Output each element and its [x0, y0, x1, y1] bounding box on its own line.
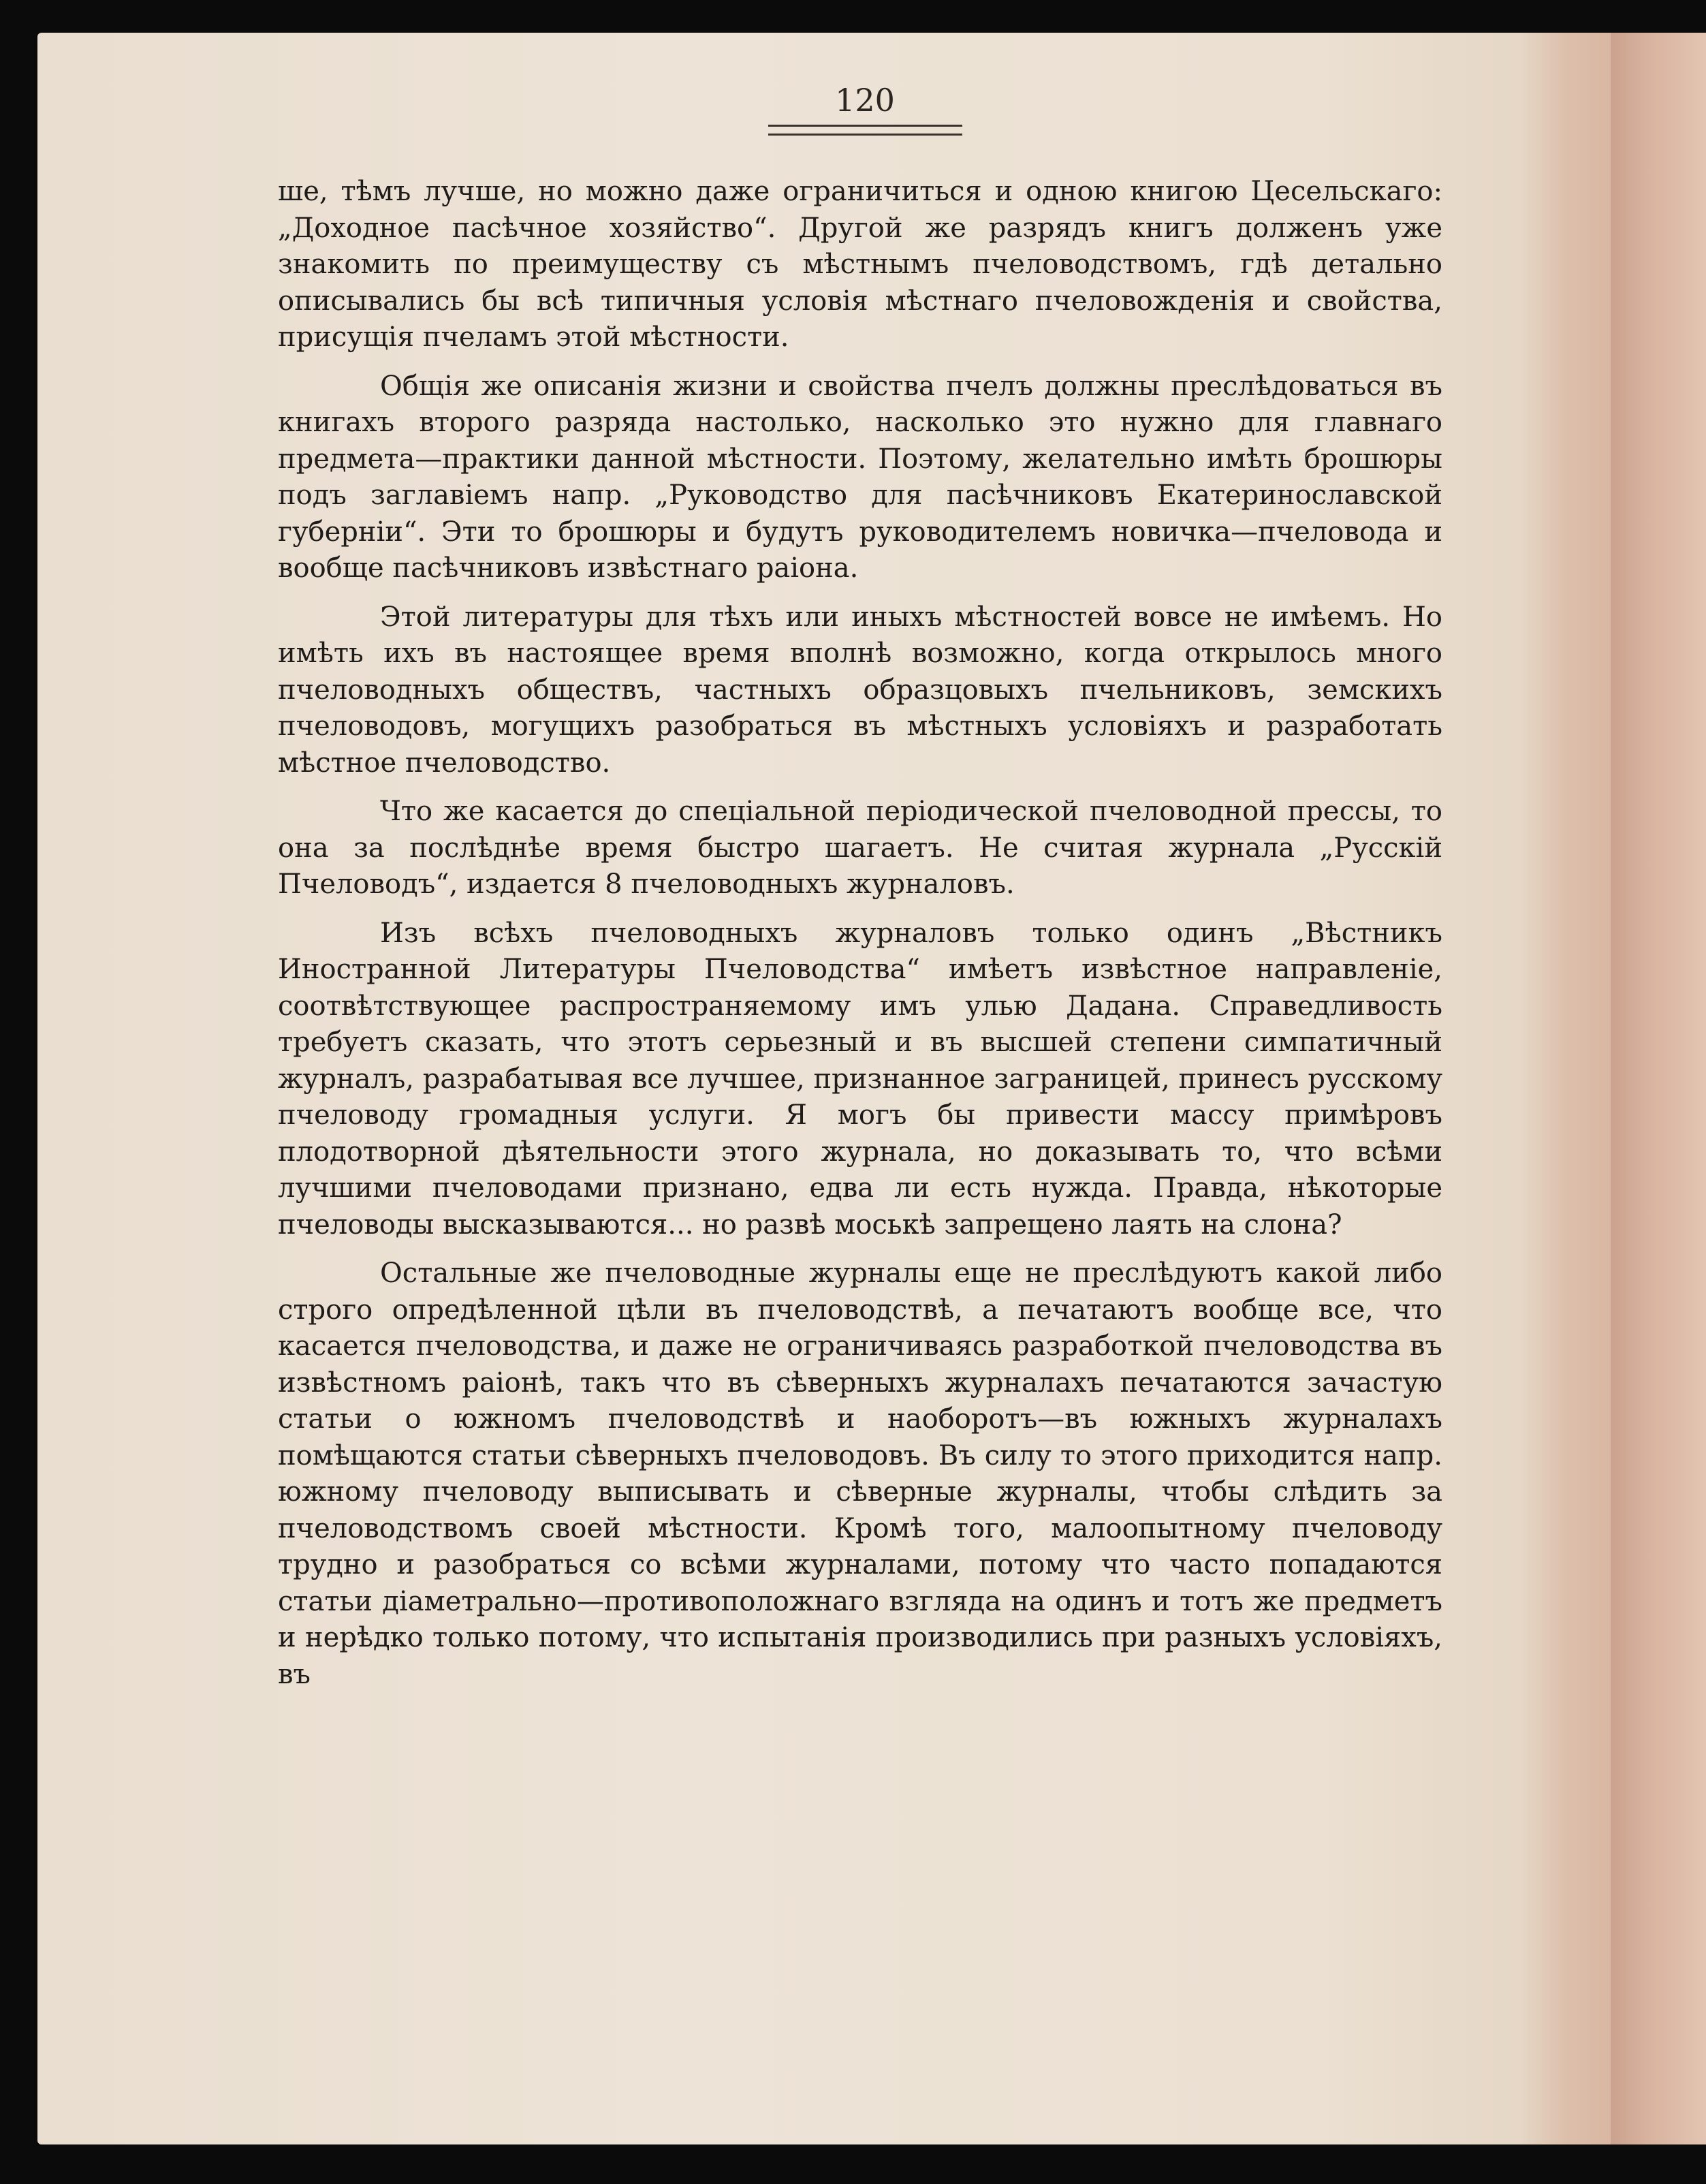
paragraph-6: Остальные же пчеловодные журналы еще не преслѣдуютъ какой либо строго опредѣленной цѣли въ пчеловодствѣ, а печатаютъ вообще все, что касается пчеловодства, и даже не ограничиваясь разработкой пчеловодства въ извѣстномъ раіонѣ, такъ что въ сѣверныхъ журналахъ печатаются зачастую статьи о южномъ пчеловодствѣ и наоборотъ—въ южныхъ журналахъ помѣщаются статьи сѣверныхъ пчеловодовъ. Въ силу то этого приходится напр. южному пчеловоду выписывать и сѣверные журналы, чтобы слѣдить за пчеловодствомъ своей мѣстности. Кромѣ того, малоопытному пчеловоду трудно и разобраться со всѣми журналами, потому что часто попадаются статьи діаметрально—противоположнаго взгляда на одинъ и тотъ же предметъ и нерѣдко только потому, что испытанія производились при разныхъ условіяхъ, въ: [278, 1258, 1442, 1690]
paragraph-1: ше, тѣмъ лучше, но можно даже ограничиться и одною книгою Цесельскаго: „Доходное пасѣчное хозяйство“. Другой же разрядъ книгъ долженъ уже знакомить по преимуществу съ мѣстнымъ пчеловодствомъ, гдѣ детально описывались бы всѣ типичныя условія мѣстнаго пчеловожденія и свойства, присущія пчеламъ этой мѣстности.: [278, 176, 1442, 353]
page-edge: [1611, 33, 1706, 2144]
header-double-rule: [768, 125, 962, 136]
paragraph-3: Этой литературы для тѣхъ или иныхъ мѣстностей вовсе не имѣемъ. Но имѣть ихъ въ настоящее время вполнѣ возможно, когда открылось много пчеловодныхъ обществъ, частныхъ образцовыхъ пчельниковъ, земскихъ пчеловодовъ, могущихъ разобраться въ мѣстныхъ условіяхъ и разработать мѣстное пчеловодство.: [278, 601, 1442, 779]
body-text: [278, 174, 1442, 1705]
paragraph-2: Общія же описанія жизни и свойства пчелъ должны преслѣдоваться въ книгахъ второго разряда настолько, насколько это нужно для главнаго предмета—практики данной мѣстности. Поэтому, желательно имѣть брошюры подъ заглавіемъ напр. „Руководство для пасѣчниковъ Екатеринославской губерніи“. Эти то брошюры и будутъ руководителемъ новичка—пчеловода и вообще пасѣчниковъ извѣстнаго раіона.: [278, 370, 1442, 584]
paragraph-4: Что же касается до спеціальной періодической пчеловодной прессы, то она за послѣднѣе время быстро шагаетъ. Не считая журнала „Русскій Пчеловодъ“, издается 8 пчеловодныхъ журналовъ.: [278, 796, 1442, 900]
page-number: 120: [835, 82, 895, 119]
paragraph-5: Изъ всѣхъ пчеловодныхъ журналовъ только одинъ „Вѣстникъ Иностранной Литературы Пчеловодства“ имѣетъ извѣстное направленіе, соотвѣтствующее распространяемому имъ улью Дадана. Справедливость требуетъ сказать, что этотъ серьезный и въ высшей степени симпатичный журналъ, разрабатывая все лучшее, признанное заграницей, принесъ русскому пчеловоду громадныя услуги. Я могъ бы привести массу примѣровъ плодотворной дѣятельности этого журнала, но доказывать то, что всѣми лучшими пчеловодами признано, едва ли есть нужда. Правда, нѣкоторые пчеловоды высказываются... но развѣ моськѣ запрещено лаять на слона?: [278, 917, 1442, 1241]
